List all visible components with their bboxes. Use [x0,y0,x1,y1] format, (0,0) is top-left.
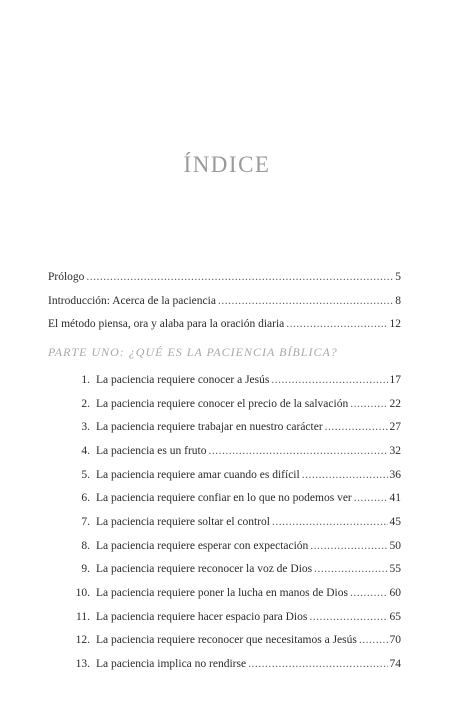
chapter-page: 41 [389,492,401,504]
chapter-label: La paciencia implica no rendirse [96,658,247,670]
chapter-number: 1. [81,374,90,386]
toc-chapter-2[interactable] [72,397,401,411]
toc-chapter-1[interactable] [72,373,401,387]
chapter-page: 50 [389,540,401,552]
chapter-number: 12. [75,634,90,646]
toc-chapter-12[interactable] [72,633,401,647]
chapter-label: La paciencia requiere reconocer la voz de Dios [96,563,313,575]
dot-leader [302,468,388,482]
chapter-label: La paciencia requiere poner la lucha en manos de Dios [96,587,348,599]
dot-leader [325,420,388,434]
chapter-label: La paciencia requiere soltar el control [96,516,271,528]
chapter-label: La paciencia requiere esperar con expectación [96,540,309,552]
toc-chapter-6[interactable] [72,491,401,505]
dot-leader [286,317,387,331]
chapter-page: 17 [389,374,401,386]
dot-leader [309,610,387,624]
dot-leader [310,539,387,553]
chapter-number: 6. [81,492,90,504]
chapter-page: 32 [389,445,401,457]
chapter-label: La paciencia requiere trabajar en nuestro carácter [96,421,323,433]
dot-leader [218,294,393,308]
toc-entry-metodo[interactable] [48,317,401,331]
toc-entry-page: 8 [395,295,401,307]
toc-chapter-10[interactable] [72,586,401,600]
chapter-number: 8. [81,540,90,552]
chapter-number: 3. [81,421,90,433]
dot-leader [248,657,387,671]
part-one-heading: PARTE UNO: ¿QUÉ ES LA PACIENCIA BÍBLICA? [48,345,338,359]
chapter-page: 22 [389,398,401,410]
chapter-label: La paciencia requiere conocer a Jesús [96,374,270,386]
dot-leader [272,515,387,529]
chapter-label: La paciencia requiere reconocer que necesitamos a Jesús [96,634,357,646]
toc-chapter-4[interactable] [72,444,401,458]
chapter-label: La paciencia requiere amar cuando es difícil [96,469,300,481]
dot-leader [314,562,387,576]
chapter-number: 11. [76,611,90,623]
dot-leader [271,373,387,387]
chapter-number: 10. [75,587,90,599]
chapter-number: 7. [81,516,90,528]
chapter-page: 60 [389,587,401,599]
page-title: ÍNDICE [183,152,271,178]
dot-leader [350,397,387,411]
chapter-label: La paciencia requiere confiar en lo que no podemos ver [96,492,352,504]
toc-entry-prologo[interactable] [48,270,401,284]
chapter-page: 70 [389,634,401,646]
dot-leader [350,586,388,600]
toc-chapter-7[interactable] [72,515,401,529]
chapter-page: 74 [389,658,401,670]
chapter-page: 45 [389,516,401,528]
toc-entry-page: 12 [389,318,401,330]
chapter-label: La paciencia requiere conocer el precio de la salvación [96,398,349,410]
chapter-number: 4. [81,445,90,457]
chapter-page: 65 [389,611,401,623]
chapter-number: 5. [81,469,90,481]
toc-chapter-5[interactable] [72,468,401,482]
toc-chapter-9[interactable] [72,562,401,576]
toc-chapter-13[interactable] [72,657,401,671]
chapter-number: 13. [75,658,90,670]
toc-entry-page: 5 [395,271,401,283]
chapter-label: La paciencia es un fruto [96,445,207,457]
toc-entry-label: Prólogo [48,271,85,283]
toc-entry-introduccion[interactable] [48,294,401,308]
chapter-page: 36 [389,469,401,481]
chapter-page: 55 [389,563,401,575]
toc-entry-label: Introducción: Acerca de la paciencia [48,295,216,307]
toc-entry-label: El método piensa, ora y alaba para la oración diaria [48,318,285,330]
dot-leader [354,491,388,505]
dot-leader [359,633,388,647]
dot-leader [86,270,393,284]
toc-chapter-11[interactable] [72,610,401,624]
toc-chapter-3[interactable] [72,420,401,434]
toc-chapter-8[interactable] [72,539,401,553]
chapter-number: 9. [81,563,90,575]
dot-leader [208,444,387,458]
chapter-label: La paciencia requiere hacer espacio para Dios [96,611,308,623]
chapter-number: 2. [81,398,90,410]
chapter-page: 27 [389,421,401,433]
